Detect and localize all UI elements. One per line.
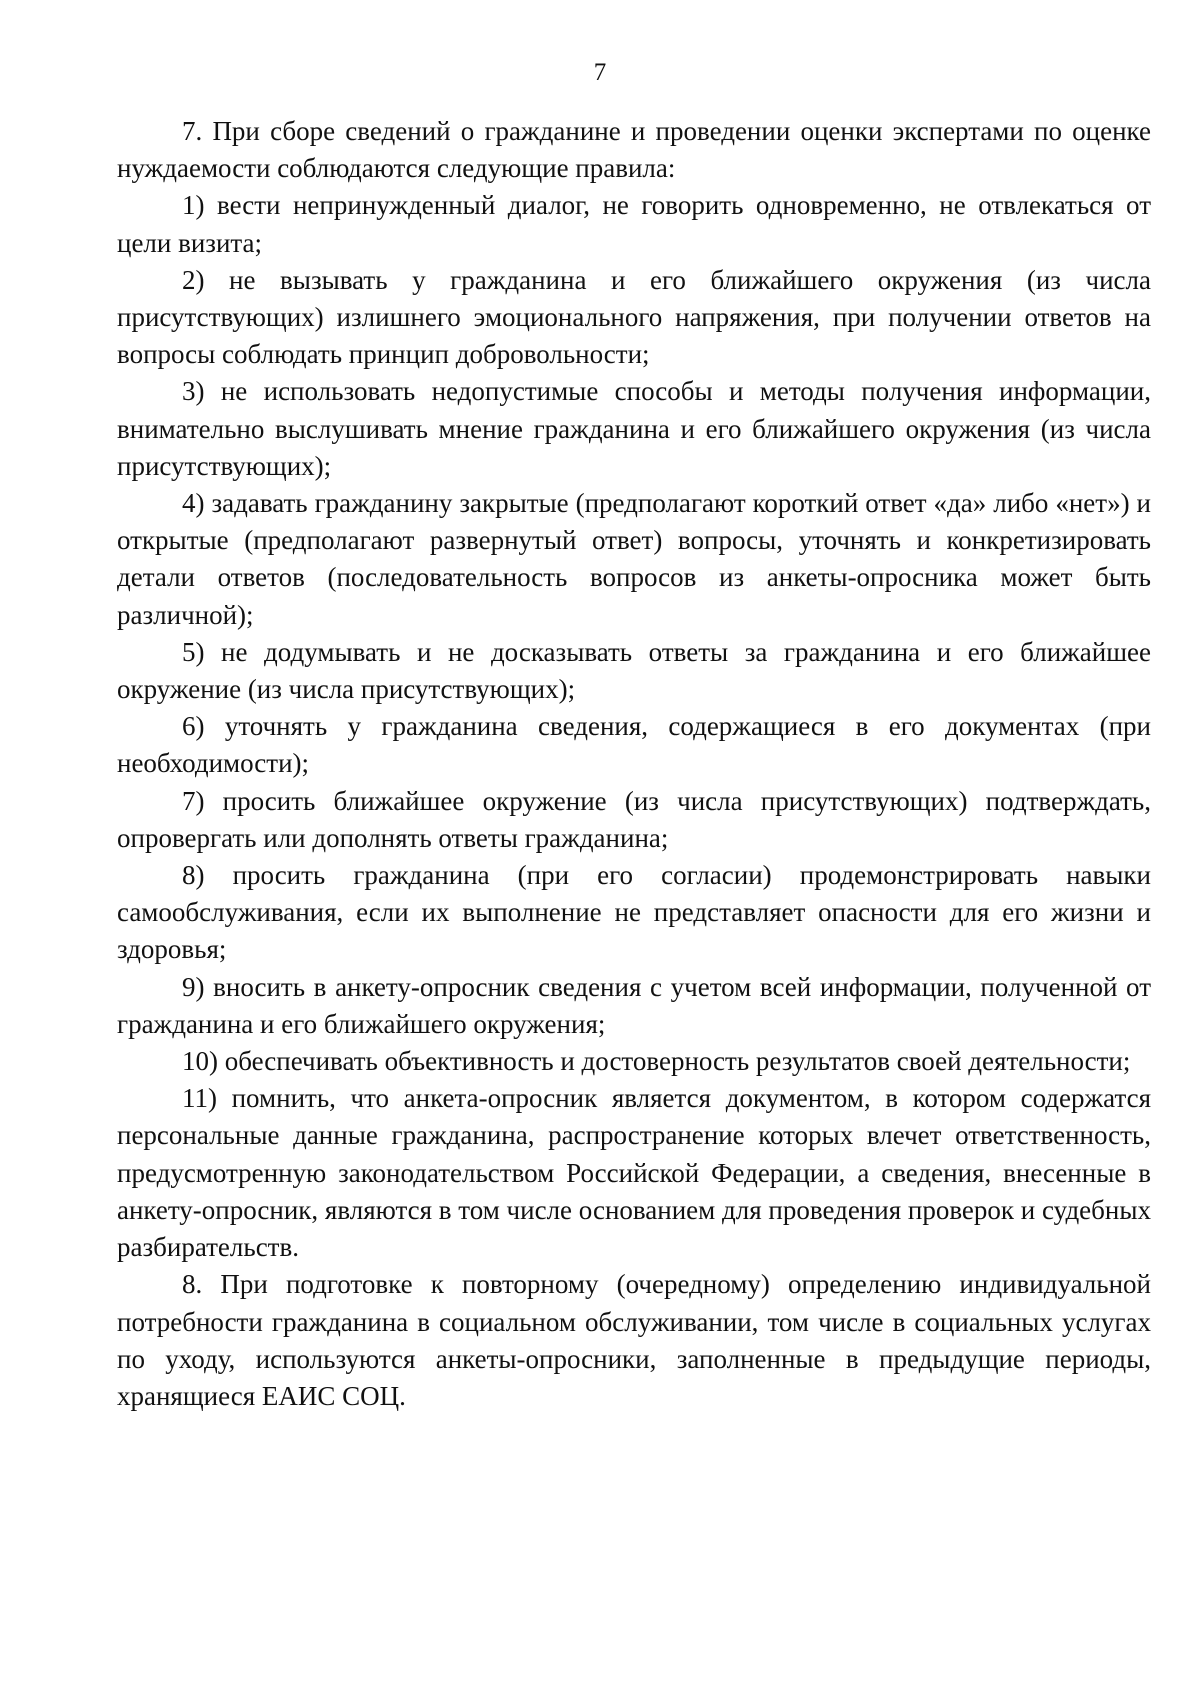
rule-7: 7) просить ближайшее окружение (из числа присутствующих) подтверждать, опровергать или дополнять ответы гражданина; [117, 785, 1151, 853]
rule-8: 8) просить гражданина (при его согласии) продемонстрировать навыки самообслуживания, если их выполнение не представляет опасности для его жизни и здоровья; [117, 860, 1151, 965]
paragraph-8: 8. При подготовке к повторному (очередному) определению индивидуальной потребности гражданина в социальном обслуживании, том числе в социальных услугах по уходу, используются анкеты-опросники, заполненные в предыдущие периоды, хранящиеся ЕАИС СОЦ. [117, 1269, 1151, 1411]
rule-1: 1) вести непринужденный диалог, не говорить одновременно, не отвлекаться от цели визита; [117, 190, 1151, 258]
rule-4: 4) задавать гражданину закрытые (предполагают короткий ответ «да» либо «нет») и открытые (предполагают развернутый ответ) вопросы, уточнять и конкретизировать детали ответов (последовательность вопросов из анкеты-опросника может быть различной); [117, 488, 1151, 630]
paragraph-7-intro: 7. При сборе сведений о гражданине и проведении оценки экспертами по оценке нуждаемости соблюдаются следующие правила: [117, 116, 1151, 184]
rule-11: 11) помнить, что анкета-опросник является документом, в котором содержатся персональные данные гражданина, распространение которых влечет ответственность, предусмотренную законодательством Российской Федерации, а сведения, внесенные в анкету-опросник, являются в том числе основанием для проведения проверок и судебных разбирательств. [117, 1083, 1151, 1263]
document-body [117, 113, 1151, 1415]
rule-9: 9) вносить в анкету-опросник сведения с учетом всей информации, полученной от гражданина и его ближайшего окружения; [117, 971, 1151, 1039]
rule-3: 3) не использовать недопустимые способы и методы получения информации, внимательно выслушивать мнение гражданина и его ближайшего окружения (из числа присутствующих); [117, 376, 1151, 481]
rule-6: 6) уточнять у гражданина сведения, содержащиеся в его документах (при необходимости); [117, 711, 1151, 779]
rule-5: 5) не додумывать и не досказывать ответы за гражданина и его ближайшее окружение (из числа присутствующих); [117, 636, 1151, 705]
rule-10: 10) обеспечивать объективность и достоверность результатов своей деятельности; [182, 1046, 1131, 1077]
page-number: 7 [593, 59, 607, 86]
rule-2: 2) не вызывать у гражданина и его ближайшего окружения (из числа присутствующих) излишнего эмоционального напряжения, при получении ответов на вопросы соблюдать принцип добровольности; [117, 264, 1151, 370]
